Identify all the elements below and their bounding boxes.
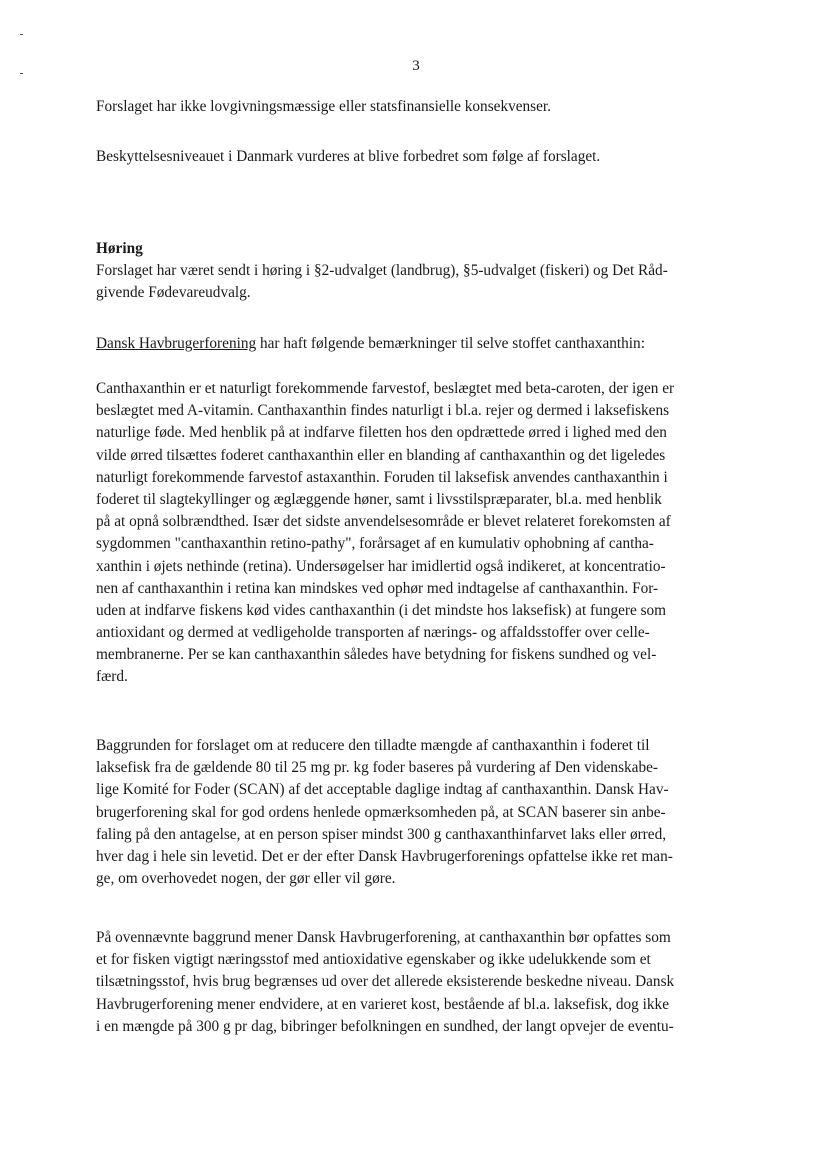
scan-mark xyxy=(20,34,23,35)
text-line: xanthin i øjets nethinde (retina). Undersøgelser har imidlertid også indikeret, at koncentratio- xyxy=(96,557,666,575)
organization-name: Dansk Havbrugerforening xyxy=(96,335,257,352)
page-number: 3 xyxy=(412,58,420,74)
text-line: Canthaxanthin er et naturligt forekommende farvestof, beslægtet med beta-caroten, der igen er xyxy=(96,380,675,397)
text-line: Forslaget har været sendt i høring i §2-udvalget (landbrug), §5-udvalget (fiskeri) og Det Råd- xyxy=(96,262,668,280)
text-line: laksefisk fra de gældende 80 til 25 mg pr. kg foder baseres på vurdering af Den videnskabe- xyxy=(96,759,658,777)
text-line: vilde ørred tilsættes foderet canthaxanthin eller en blanding af canthaxanthin og det ligeledes xyxy=(96,446,666,464)
text-line: hver dag i hele sin levetid. Det er der efter Dansk Havbrugerforenings opfattelse ikke ret man- xyxy=(96,847,673,865)
hearing-section xyxy=(96,238,736,305)
text-line: På ovennævnte baggrund mener Dansk Havbrugerforening, at canthaxanthin bør opfattes som xyxy=(96,929,671,946)
text-line: givende Fødevareudvalg. xyxy=(96,284,251,302)
text-line: naturligt forekommende farvestof astaxanthin. Foruden til laksefisk anvendes canthaxanthin i xyxy=(96,468,668,486)
text-line: Havbrugerforening mener endvidere, at en varieret kost, bestående af bl.a. laksefisk, dog ikke xyxy=(96,995,669,1013)
text-line: Forslaget har ikke lovgivningsmæssige eller statsfinansielle konsekvenser. xyxy=(96,98,551,115)
text-line: Beskyttelsesniveauet i Danmark vurderes at blive forbedret som følge af forslaget. xyxy=(96,148,601,165)
text-line: i en mængde på 300 g pr dag, bibringer befolkningen en sundhed, der langt opvejer de eventu- xyxy=(96,1017,674,1035)
text-line: et for fisken vigtigt næringsstof med antioxidative egenskaber og ikke udelukkende som et xyxy=(96,951,651,969)
protection-paragraph xyxy=(96,146,736,168)
text-line: på at opnå solbrændthed. Især det sidste anvendelsesområde er blevet relateret forekomsten af xyxy=(96,513,671,531)
paragraph-conclusion xyxy=(96,927,736,1038)
text-line xyxy=(96,333,736,355)
text-line: tilsætningsstof, hvis brug begrænses ud over det allerede eksisterende beskedne niveau. Dansk xyxy=(96,973,675,991)
section-heading: Høring xyxy=(96,240,143,257)
text-line: ge, om overhovedet nogen, der gør eller vil gøre. xyxy=(96,870,396,888)
text-line: nen af canthaxanthin i retina kan mindskes ved ophør med indtagelse af canthaxanthin. For- xyxy=(96,579,659,597)
text-line: færd. xyxy=(96,668,128,686)
text-line: sygdommen "canthaxanthin retino-pathy", forårsaget af en kumulativ ophobning af cantha- xyxy=(96,535,654,553)
remark-intro xyxy=(96,333,736,355)
paragraph-background xyxy=(96,735,736,890)
text-line: Baggrunden for forslaget om at reducere den tilladte mængde af canthaxanthin i foderet til xyxy=(96,737,650,754)
text-line: antioxidant og dermed at vedligeholde transporten af nærings- og affaldsstoffer over celle- xyxy=(96,624,650,642)
text-line: naturlige føde. Med henblik på at indfarve filetten hos den opdrættede ørred i lighed med den xyxy=(96,424,667,442)
intro-paragraph xyxy=(96,96,736,118)
paragraph-canthaxanthin xyxy=(96,378,736,689)
text-line: foderet til slagtekyllinger og æglæggende høner, samt i livsstilspræparater, bl.a. med henblik xyxy=(96,490,662,508)
text-line: brugerforening skal for god ordens henlede opmærksomheden på, at SCAN baserer sin anbe- xyxy=(96,803,666,821)
text-line: beslægtet med A-vitamin. Canthaxanthin findes naturligt i bl.a. rejer og dermed i laksefiskens xyxy=(96,402,670,420)
text-line: uden at indfarve fiskens kød vides canthaxanthin (i det mindste hos laksefisk) at fungere som xyxy=(96,601,667,619)
text-line: membranerne. Per se kan canthaxanthin således have betydning for fiskens sundhed og vel- xyxy=(96,646,657,664)
remark-intro-text: har haft følgende bemærkninger til selve stoffet canthaxanthin: xyxy=(256,335,645,352)
text-line: lige Komité for Foder (SCAN) af det acceptable daglige indtag af canthaxanthin. Dansk Hav- xyxy=(96,781,669,799)
text-line: faling på den antagelse, at en person spiser mindst 300 g canthaxanthinfarvet laks eller ørred, xyxy=(96,825,667,843)
